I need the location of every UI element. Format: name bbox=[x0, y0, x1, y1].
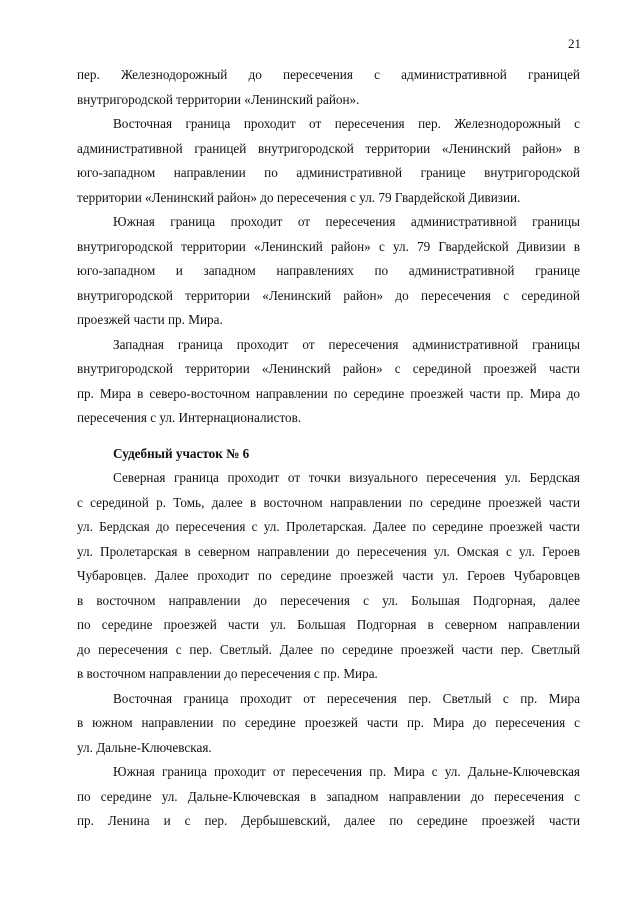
text-line: пер. Железнодорожный до пересечения с административной границей bbox=[77, 67, 580, 82]
text-line: административной границей внутригородской территории «Ленинский район» в bbox=[77, 140, 580, 156]
paragraph bbox=[77, 466, 580, 687]
text-line: пересечения с ул. Интернационалистов. bbox=[77, 410, 302, 425]
document-body bbox=[77, 63, 580, 834]
text-line: Западная граница проходит от пересечения административной границы bbox=[113, 336, 580, 352]
text-line: юго-западном направлении по административной границе внутригородской bbox=[77, 165, 580, 180]
text-line: внутригородской территории «Ленинский район» до пересечения с серединой bbox=[77, 287, 580, 303]
page-number: 21 bbox=[568, 36, 581, 51]
text-line: в южном направлении по середине проезжей части пр. Мира до пересечения с bbox=[77, 715, 580, 730]
text-line: внутригородской территории «Ленинский район». bbox=[77, 91, 360, 107]
text-line: до пересечения с пер. Светлый. Далее по середине проезжей части пер. Светлый bbox=[77, 641, 580, 657]
text-line: Чубаровцев. Далее проходит по середине проезжей части ул. Героев Чубаровцев bbox=[77, 568, 580, 583]
text-line: внутригородской территории «Ленинский район» с ул. 79 Гвардейской Дивизии в bbox=[77, 238, 580, 254]
paragraph bbox=[77, 210, 580, 333]
text-line: проезжей части пр. Мира. bbox=[77, 312, 223, 327]
text-line: пр. Ленина и с пер. Дербышевский, далее по середине проезжей части bbox=[77, 813, 580, 828]
text-line: Восточная граница проходит от пересечения пер. Железнодорожный с bbox=[113, 116, 580, 131]
text-line: ул. Пролетарская в северном направлении до пересечения ул. Омская с ул. Героев bbox=[77, 543, 580, 559]
text-line: ул. Дальне-Ключевская. bbox=[77, 739, 212, 755]
paragraph bbox=[77, 687, 580, 761]
text-line: Южная граница проходит от пересечения пр. Мира с ул. Дальне-Ключевская bbox=[113, 764, 580, 779]
text-line: с серединой р. Томь, далее в восточном направлении по середине проезжей части bbox=[77, 494, 580, 510]
section-heading: Судебный участок № 6 bbox=[113, 445, 250, 461]
text-line: территории «Ленинский район» до пересечения с ул. 79 Гвардейской Дивизии. bbox=[77, 189, 521, 205]
paragraph bbox=[77, 112, 580, 210]
text-line: по середине ул. Дальне-Ключевская в западном направлении до пересечения с bbox=[77, 788, 580, 804]
text-line: Восточная граница проходит от пересечения пер. Светлый с пр. Мира bbox=[113, 690, 580, 706]
paragraph bbox=[77, 63, 580, 112]
text-line: ул. Бердская до пересечения с ул. Пролетарская. Далее по середине проезжей части bbox=[77, 519, 580, 534]
text-line: Южная граница проходит от пересечения административной границы bbox=[113, 214, 580, 229]
text-line: в восточном направлении до пересечения с ул. Большая Подгорная, далее bbox=[77, 592, 580, 608]
paragraph bbox=[77, 760, 580, 834]
text-line: по середине проезжей части ул. Большая Подгорная в северном направлении bbox=[77, 617, 580, 632]
text-line: внутригородской территории «Ленинский район» с серединой проезжей части bbox=[77, 361, 580, 376]
paragraph bbox=[77, 333, 580, 431]
text-line: Северная граница проходит от точки визуального пересечения ул. Бердская bbox=[113, 470, 580, 485]
text-line: в восточном направлении до пересечения с пр. Мира. bbox=[77, 666, 378, 681]
text-line: пр. Мира в северо-восточном направлении по середине проезжей части пр. Мира до bbox=[77, 385, 580, 401]
text-line: юго-западном и западном направлениях по административной границе bbox=[77, 263, 580, 278]
